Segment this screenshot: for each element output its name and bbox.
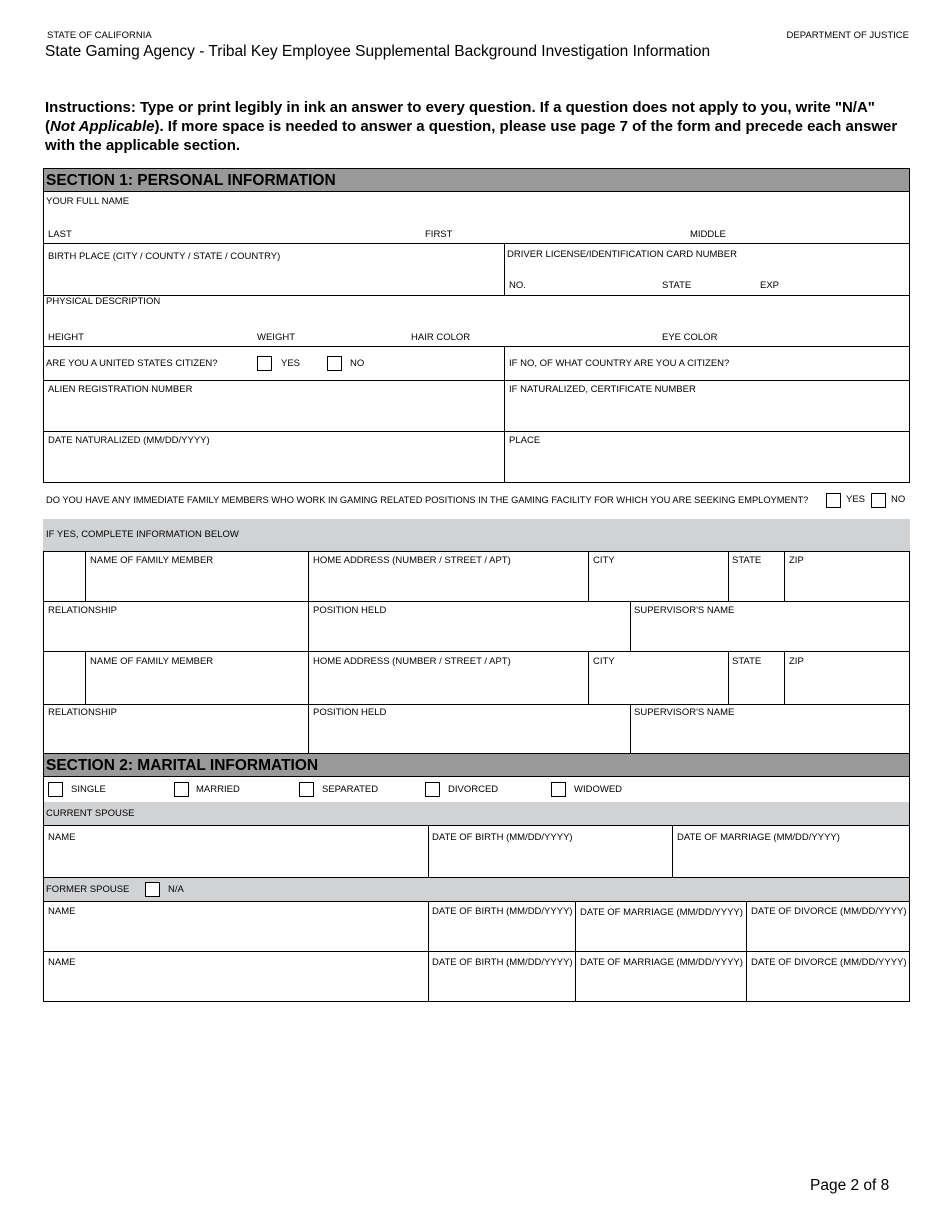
widowed-label: WIDOWED [574, 784, 623, 795]
single-checkbox[interactable] [48, 782, 63, 797]
first-label: FIRST [425, 229, 453, 240]
separated-label: SEPARATED [322, 784, 379, 795]
dl-state-label: STATE [662, 280, 692, 291]
eye-color-label: EYE COLOR [662, 332, 718, 343]
family-no-checkbox[interactable] [871, 493, 886, 508]
certificate-number-label: IF NATURALIZED, CERTIFICATE NUMBER [509, 384, 696, 395]
divorced-label: DIVORCED [448, 784, 499, 795]
family-member-name-label: NAME OF FAMILY MEMBER [90, 656, 214, 667]
home-address-label: HOME ADDRESS (NUMBER / STREET / APT) [313, 656, 511, 667]
spouse-name-label: NAME [48, 832, 76, 843]
department-of-justice: DEPARTMENT OF JUSTICE [786, 30, 909, 41]
section2-header: SECTION 2: MARITAL INFORMATION [43, 753, 910, 777]
separated-checkbox[interactable] [299, 782, 314, 797]
former-spouse-label: FORMER SPOUSE [46, 884, 130, 895]
former-spouse-na-label: N/A [168, 884, 184, 895]
family-yes-label: YES [846, 494, 866, 505]
relationship-label: RELATIONSHIP [48, 605, 117, 616]
birth-place-label: BIRTH PLACE (CITY / COUNTY / STATE / COUNTRY) [48, 251, 281, 262]
current-spouse-label: CURRENT SPOUSE [46, 808, 135, 819]
supervisor-name-label: SUPERVISOR'S NAME [634, 605, 735, 616]
page-number: Page 2 of 8 [810, 1177, 890, 1194]
weight-label: WEIGHT [257, 332, 295, 343]
position-held-label: POSITION HELD [313, 605, 387, 616]
former-spouse-dom-label: DATE OF MARRIAGE (MM/DD/YYYY) [580, 957, 743, 968]
former-spouse-name-label: NAME [48, 957, 76, 968]
dl-no-label: NO. [509, 280, 526, 291]
spouse-dom-label: DATE OF MARRIAGE (MM/DD/YYYY) [677, 832, 840, 843]
country-question: IF NO, OF WHAT COUNTRY ARE YOU A CITIZEN? [509, 358, 730, 369]
home-address-label: HOME ADDRESS (NUMBER / STREET / APT) [313, 555, 511, 566]
form-title: State Gaming Agency - Tribal Key Employee Supplemental Background Investigation Information [45, 43, 711, 60]
former-spouse-name-label: NAME [48, 906, 76, 917]
city-label: CITY [593, 555, 615, 566]
dl-number-label: DRIVER LICENSE/IDENTIFICATION CARD NUMBER [507, 249, 737, 260]
height-label: HEIGHT [48, 332, 84, 343]
city-label: CITY [593, 656, 615, 667]
state-label: STATE [732, 555, 762, 566]
if-yes-label: IF YES, COMPLETE INFORMATION BELOW [46, 529, 239, 540]
instructions: Instructions: Type or print legibly in ink an answer to every question. If a question does not apply to you, write "N/A" (Not Applicable). If more space is needed to answer a question, please use page 7 of the form and precede each answer with the applicable section. [45, 99, 898, 154]
family-yes-checkbox[interactable] [826, 493, 841, 508]
divorced-checkbox[interactable] [425, 782, 440, 797]
citizen-question: ARE YOU A UNITED STATES CITIZEN? [46, 358, 218, 369]
citizen-no-label: NO [350, 358, 365, 369]
former-spouse-dob-label: DATE OF BIRTH (MM/DD/YYYY) [432, 906, 573, 917]
section1-header: SECTION 1: PERSONAL INFORMATION [43, 168, 910, 192]
middle-label: MIDDLE [690, 229, 726, 240]
former-spouse-dob-label: DATE OF BIRTH (MM/DD/YYYY) [432, 957, 573, 968]
date-naturalized-label: DATE NATURALIZED (MM/DD/YYYY) [48, 435, 210, 446]
zip-label: ZIP [789, 656, 804, 667]
family-question: DO YOU HAVE ANY IMMEDIATE FAMILY MEMBERS WHO WORK IN GAMING RELATED POSITIONS IN THE GAMING FACILITY FOR WHICH YOU ARE SEEKING EMPLOYMENT? [46, 495, 809, 505]
former-spouse-dod-label: DATE OF DIVORCE (MM/DD/YYYY) [751, 957, 907, 968]
citizen-yes-label: YES [281, 358, 301, 369]
place-label: PLACE [509, 435, 541, 446]
relationship-label: RELATIONSHIP [48, 707, 117, 718]
family-no-label: NO [891, 494, 906, 505]
dl-exp-label: EXP [760, 280, 780, 291]
former-spouse-na-checkbox[interactable] [145, 882, 160, 897]
widowed-checkbox[interactable] [551, 782, 566, 797]
state-label: STATE [732, 656, 762, 667]
zip-label: ZIP [789, 555, 804, 566]
former-spouse-dom-label: DATE OF MARRIAGE (MM/DD/YYYY) [580, 907, 743, 918]
alien-registration-label: ALIEN REGISTRATION NUMBER [48, 384, 193, 395]
supervisor-name-label: SUPERVISOR'S NAME [634, 707, 735, 718]
married-label: MARRIED [196, 784, 240, 795]
family-member-name-label: NAME OF FAMILY MEMBER [90, 555, 214, 566]
physical-description-label: PHYSICAL DESCRIPTION [46, 296, 161, 307]
spouse-dob-label: DATE OF BIRTH (MM/DD/YYYY) [432, 832, 573, 843]
citizen-no-checkbox[interactable] [327, 356, 342, 371]
state-of-california: STATE OF CALIFORNIA [47, 30, 152, 41]
hair-color-label: HAIR COLOR [411, 332, 471, 343]
position-held-label: POSITION HELD [313, 707, 387, 718]
citizen-yes-checkbox[interactable] [257, 356, 272, 371]
last-label: LAST [48, 229, 72, 240]
single-label: SINGLE [71, 784, 106, 795]
current-spouse-bar [44, 802, 909, 825]
married-checkbox[interactable] [174, 782, 189, 797]
full-name-label: YOUR FULL NAME [46, 196, 130, 207]
former-spouse-dod-label: DATE OF DIVORCE (MM/DD/YYYY) [751, 906, 907, 917]
